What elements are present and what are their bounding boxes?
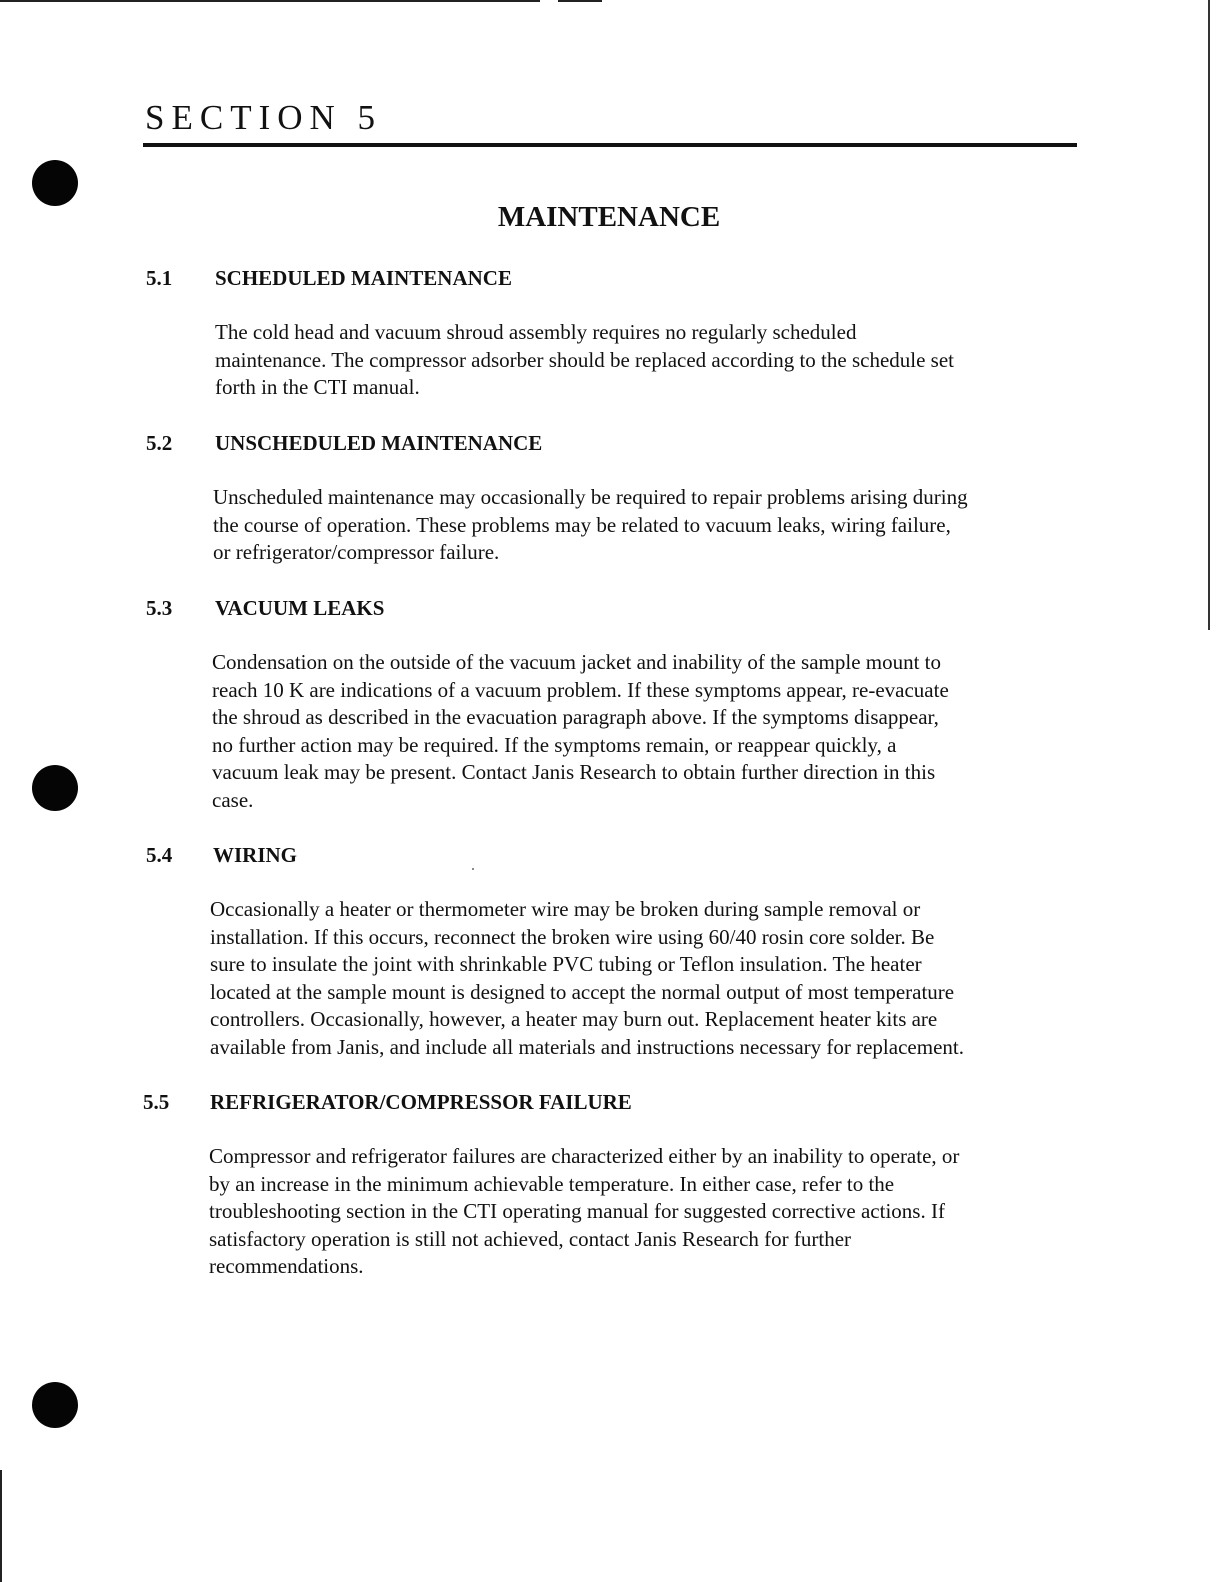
paragraph-line: the shroud as described in the evacuation paragraph above. If the symptoms disappear, (212, 705, 939, 730)
page-title-text: MAINTENANCE (497, 201, 721, 233)
scan-artifact-line (0, 0, 540, 2)
paragraph-line: maintenance. The compressor adsorber should be replaced according to the schedule set (215, 347, 954, 372)
paragraph-line: no further action may be required. If the symptoms remain, or reappear quickly, a (212, 732, 897, 757)
paragraph-line: case. (212, 787, 254, 812)
subsection-heading: VACUUM LEAKS (215, 596, 385, 620)
subsection-number: 5.2 (146, 431, 173, 455)
paragraph-line: Unscheduled maintenance may occasionally be required to repair problems arising during (213, 485, 968, 509)
subsection-number: 5.3 (146, 596, 173, 620)
paragraph-line: The cold head and vacuum shroud assembly requires no regularly scheduled (215, 320, 857, 344)
subsection-heading: REFRIGERATOR/COMPRESSOR FAILURE (210, 1090, 632, 1114)
subsection-heading: SCHEDULED MAINTENANCE (215, 266, 512, 290)
paragraph-line: Condensation on the outside of the vacuum jacket and inability of the sample mount to (212, 650, 942, 674)
subsection-paragraph (212, 649, 1074, 815)
paragraph-line: located at the sample mount is designed to accept the normal output of most temperature (210, 979, 955, 1004)
subsection-number: 5.4 (146, 843, 173, 867)
paragraph-line: Occasionally a heater or thermometer wire may be broken during sample removal or (210, 897, 921, 921)
paragraph-line: satisfactory operation is still not achieved, contact Janis Research for further (209, 1226, 852, 1251)
paragraph-line: or refrigerator/compressor failure. (213, 540, 500, 565)
paragraph-line: available from Janis, and include all materials and instructions necessary for replacement. (210, 1034, 964, 1059)
paragraph-line: Compressor and refrigerator failures are characterized either by an inability to operate, or (209, 1144, 960, 1168)
paragraph-line: recommendations. (209, 1254, 364, 1279)
subsection-paragraph (210, 896, 1072, 1062)
scan-artifact-line (558, 0, 602, 2)
subsection-heading: WIRING (213, 843, 298, 867)
subsection-number: 5.5 (143, 1090, 170, 1114)
paragraph-line: reach 10 K are indications of a vacuum problem. If these symptoms appear, re-evacuate (212, 677, 949, 702)
scan-edge-mark (1208, 0, 1210, 630)
paragraph-line: the course of operation. These problems may be related to vacuum leaks, wiring failure, (213, 512, 951, 537)
subsection-paragraph (209, 1143, 1071, 1281)
paragraph-line: installation. If this occurs, reconnect the broken wire using 60/40 rosin core solder. Be (210, 924, 935, 949)
paragraph-line: sure to insulate the joint with shrinkable PVC tubing or Teflon insulation. The heater (210, 952, 922, 977)
binder-hole-icon (32, 1382, 78, 1428)
paragraph-line: forth in the CTI manual. (215, 375, 420, 400)
page-title (0, 197, 1218, 237)
subsection-heading: UNSCHEDULED MAINTENANCE (215, 431, 543, 455)
paragraph-line: by an increase in the minimum achievable temperature. In either case, refer to the (209, 1171, 895, 1196)
paragraph-line: vacuum leak may be present. Contact Janis Research to obtain further direction in this (212, 760, 936, 785)
binder-hole-icon (32, 765, 78, 811)
subsection-number: 5.1 (146, 266, 173, 290)
section-divider (143, 143, 1077, 147)
subsection-paragraph (215, 319, 1077, 402)
scan-speck (472, 868, 474, 870)
paragraph-line: controllers. Occasionally, however, a heater may burn out. Replacement heater kits are (210, 1007, 938, 1032)
scan-edge-mark (0, 1470, 2, 1582)
section-heading: SECTION 5 (145, 98, 383, 137)
paragraph-line: troubleshooting section in the CTI operating manual for suggested corrective actions. If (209, 1199, 945, 1224)
subsection-paragraph (213, 484, 1075, 567)
